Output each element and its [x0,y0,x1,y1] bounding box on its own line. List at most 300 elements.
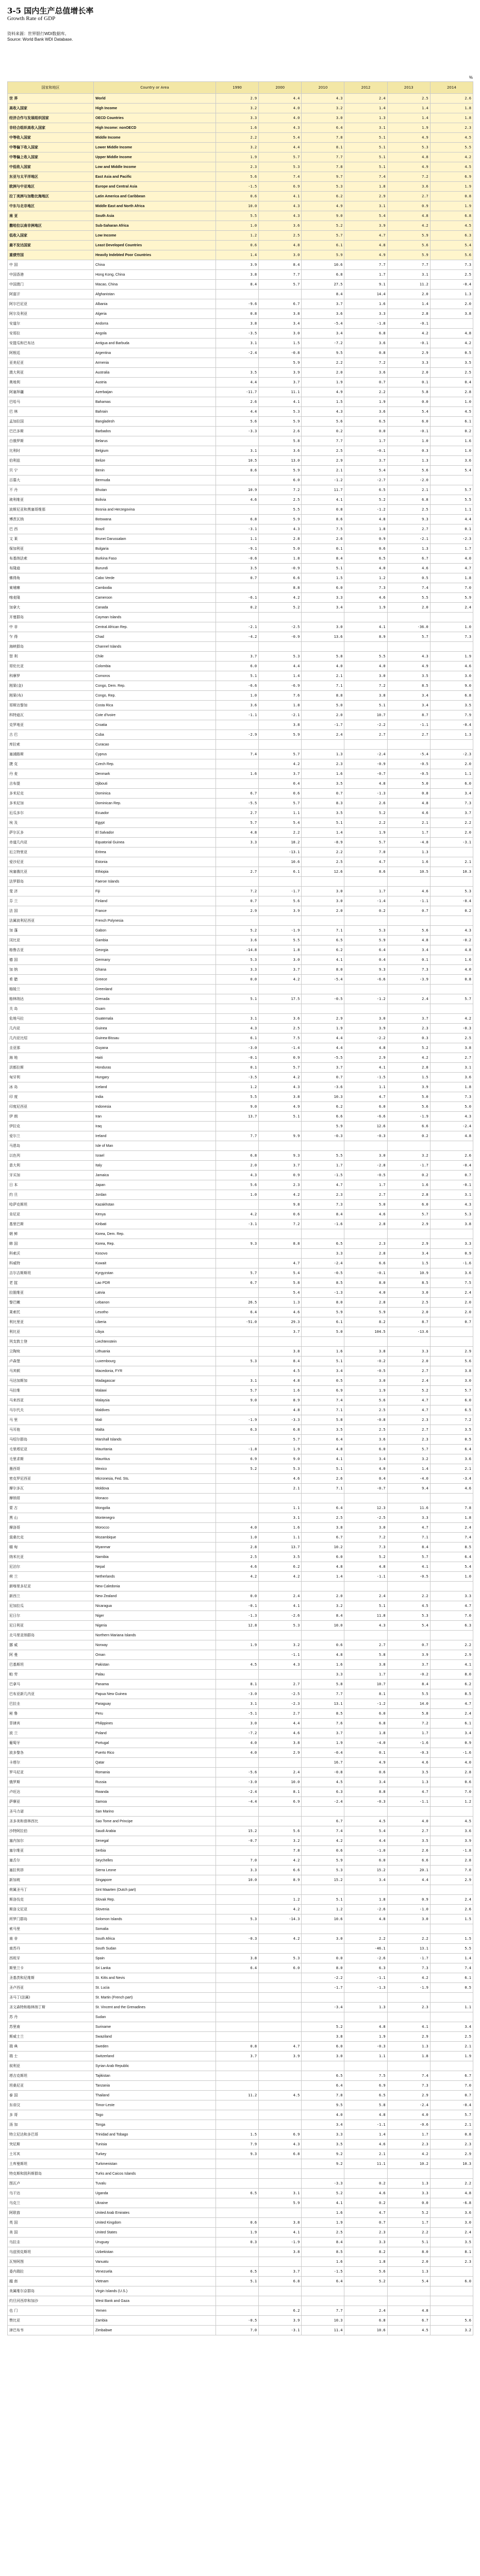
growth-value: 2.1 [387,818,430,828]
growth-value: -2.5 [344,1513,387,1523]
growth-value: -1.3 [344,789,387,799]
country-name-zh: 科索沃 [8,1249,94,1259]
growth-value: 6.0 [430,1396,473,1405]
growth-value: 3.0 [430,671,473,681]
country-name-zh: 印度尼西亚 [8,1102,94,1112]
growth-value: 0.2 [387,1171,430,1180]
growth-value [216,1817,259,1826]
country-name-en: Liechtenstein [94,1337,216,1347]
country-name-en: Burkina Faso [94,554,216,564]
table-row [8,877,473,887]
table-row [8,319,473,329]
growth-value: 2.1 [387,485,430,495]
country-name-en: Portugal [94,1738,216,1748]
growth-value: 5.7 [344,838,387,848]
growth-value: 4.3 [430,1112,473,1122]
growth-value: 3.4 [430,2022,473,2032]
growth-value: 12.3 [344,1503,387,1513]
country-name-en: Romania [94,1768,216,1777]
growth-value: 6.5 [344,554,387,564]
growth-value: 1.8 [430,1513,473,1523]
table-row [8,2091,473,2100]
growth-value: 0.9 [387,1895,430,1905]
growth-value: 8.0 [302,1963,344,1973]
growth-value: 4.5 [216,1660,259,1670]
growth-value: 2.0 [216,1161,259,1171]
growth-value [430,1993,473,2003]
table-row [8,104,473,113]
country-name-en: Uzbekistan [94,2247,216,2257]
country-name-zh: 圣马丁(法属) [8,1993,94,2003]
country-name-zh: 阿 曼 [8,1650,94,1660]
growth-value: 3.4 [344,1777,387,1787]
growth-value: -5.1 [216,1709,259,1719]
country-name-zh: 阿尔及利亚 [8,309,94,319]
growth-value: 9.0 [259,1454,302,1464]
growth-value: 6.7 [387,554,430,564]
growth-value [259,740,302,750]
country-name-zh: 低收入国家 [8,231,94,241]
growth-value: -13.6 [387,1327,430,1337]
table-row [8,1983,473,1993]
growth-value: 3.4 [302,603,344,613]
country-name-zh: 刚果(布) [8,691,94,701]
growth-value [216,436,259,446]
growth-value [302,1494,344,1503]
growth-value: 2.8 [387,1063,430,1073]
growth-value: 4.3 [259,1660,302,1670]
country-name-zh: 几内亚 [8,1024,94,1033]
growth-value: 4.0 [387,1817,430,1826]
growth-value: 6.2 [430,1680,473,1689]
country-name-en: Bahamas [94,397,216,407]
table-row [8,701,473,710]
growth-value: 4.8 [387,2306,430,2316]
table-row [8,466,473,476]
growth-value: 0.9 [259,1171,302,1180]
growth-value: -4.0 [344,1738,387,1748]
country-name-en: Heavily Indebted Poor Countries [94,250,216,260]
growth-value: 3.7 [259,769,302,779]
growth-value: 0.0 [302,1954,344,1963]
growth-value: 1.8 [259,554,302,564]
growth-value: 1.3 [387,2042,430,2052]
growth-value: -1.8 [430,1846,473,1856]
table-row [8,2159,473,2169]
growth-value: 3.0 [344,1376,387,1386]
growth-value: 4.2 [387,221,430,231]
growth-value: 1.8 [259,945,302,955]
table-row [8,485,473,495]
growth-value: 7.7 [302,436,344,446]
growth-value: 1.8 [344,1728,387,1738]
growth-value: -0.3 [302,1131,344,1141]
table-row [8,730,473,740]
growth-value: 3.8 [259,2218,302,2228]
growth-value: 0.3 [216,2238,259,2247]
growth-value: 2.4 [430,2228,473,2238]
growth-value [430,985,473,994]
country-name-zh: 苏里南 [8,2022,94,2032]
country-name-en: Micronesia, Fed. Sts. [94,1474,216,1484]
growth-value: 1.4 [344,104,387,113]
growth-value [387,1004,430,1014]
growth-value: 5.6 [387,241,430,250]
table-row [8,2120,473,2130]
growth-value: 8.8 [259,583,302,593]
table-row [8,368,473,378]
growth-value: 2.7 [387,524,430,534]
growth-value: 3.8 [259,1347,302,1357]
country-name-zh: 巴拿马 [8,1680,94,1689]
growth-value: 2.3 [216,162,259,172]
growth-value: 0.6 [216,2218,259,2228]
growth-value: 2.7 [344,1640,387,1650]
country-name-en: Curacao [94,740,216,750]
growth-value: 5.8 [344,1650,387,1660]
growth-value [216,1993,259,2003]
growth-value: 17.5 [259,994,302,1004]
country-name-zh: 非经合组织高收入国家 [8,123,94,133]
growth-value: 1.7 [302,1161,344,1171]
growth-value: 4.4 [216,378,259,387]
growth-value: 3.0 [387,1288,430,1298]
table-row [8,1043,473,1053]
table-row [8,2218,473,2228]
country-name-zh: 柬埔寨 [8,583,94,593]
growth-value: 6.8 [344,2316,387,2326]
growth-value: 8.4 [302,554,344,564]
growth-value: 7.7 [302,152,344,162]
growth-value: 3.7 [259,965,302,975]
growth-value: 7.8 [302,2091,344,2100]
growth-value [216,1983,259,1993]
country-name-en: Sudan [94,2012,216,2022]
growth-value: 6.6 [259,573,302,583]
growth-value: 6.8 [216,515,259,524]
table-row [8,1180,473,1190]
country-name-en: Kosovo [94,1249,216,1259]
growth-value: 1.2 [216,231,259,241]
growth-value: 8.1 [302,143,344,152]
growth-value: 3.4 [387,1249,430,1259]
growth-value: -1.2 [302,476,344,485]
growth-value: 6.8 [344,329,387,338]
country-name-zh: 喀麦隆 [8,593,94,603]
growth-value: 2.7 [430,1053,473,1063]
country-name-en: Kazakhstan [94,1200,216,1210]
table-row [8,1660,473,1670]
growth-value: 4.0 [430,965,473,975]
growth-value: 1.1 [216,534,259,544]
growth-value: 2.1 [430,2042,473,2052]
growth-value [259,1993,302,2003]
growth-value: 4.6 [216,1562,259,1572]
country-name-zh: 世 界 [8,94,94,104]
growth-value: 7.0 [430,1787,473,1797]
growth-value: 7.3 [387,965,430,975]
growth-value: 5.1 [302,564,344,573]
country-name-en: Tonga [94,2120,216,2130]
country-name-en: Guyana [94,1043,216,1053]
growth-value: 7.0 [430,1611,473,1621]
growth-value: 9.0 [216,1396,259,1405]
growth-value: 2.3 [344,1239,387,1249]
country-name-en: Swaziland [94,2032,216,2042]
country-name-zh: 利比里亚 [8,1317,94,1327]
country-name-zh: 斐 济 [8,887,94,896]
growth-value: 1.5 [259,338,302,348]
growth-value: 4.0 [344,662,387,671]
growth-value: 0.1 [216,1063,259,1073]
growth-value: 4.6 [387,1758,430,1768]
growth-value: 15.2 [302,1875,344,1885]
growth-value: 2.4 [344,2306,387,2316]
growth-value: 4.5 [344,1817,387,1826]
growth-value: -5.5 [302,1053,344,1063]
growth-value: 5.6 [216,172,259,182]
country-name-zh: 科摩罗 [8,671,94,681]
country-name-en: Kuwait [94,1259,216,1268]
growth-value: 10.0 [259,1777,302,1787]
growth-value: 3.4 [344,1454,387,1464]
country-name-zh: 亚美尼亚 [8,358,94,368]
growth-value: 7.1 [302,926,344,936]
growth-value: 4.6 [387,887,430,896]
growth-value: 4.1 [387,1562,430,1572]
growth-value: 2.8 [344,1219,387,1229]
growth-value: 3.2 [216,143,259,152]
country-name-zh: 中 国 [8,260,94,270]
growth-value [259,985,302,994]
table-row [8,1210,473,1219]
table-row [8,1268,473,1278]
country-name-zh: 爱尔兰 [8,1131,94,1141]
table-row [8,309,473,319]
country-name-zh: 加 蓬 [8,926,94,936]
growth-value: 7.5 [259,1033,302,1043]
growth-value: 0.8 [430,2130,473,2140]
growth-value: 0.3 [387,1033,430,1043]
table-row [8,1396,473,1405]
growth-value [216,1973,259,1983]
growth-value [302,2286,344,2296]
growth-value: 7.0 [216,2326,259,2335]
growth-value: 4.8 [387,936,430,945]
growth-value: 3.7 [344,456,387,466]
growth-value: 7.3 [430,260,473,270]
growth-value: 3.5 [430,2238,473,2247]
growth-value: 3.6 [387,182,430,192]
table-row [8,691,473,701]
growth-value: 3.7 [302,1728,344,1738]
growth-value: 4.7 [387,1523,430,1533]
country-name-en: Isle of Man [94,1141,216,1151]
growth-value: 8.0 [344,1278,387,1288]
country-name-en: Honduras [94,1063,216,1073]
growth-value: 4.8 [430,1131,473,1141]
growth-value: 3.3 [216,965,259,975]
country-name-zh: 朝 鲜 [8,1229,94,1239]
unit-label: % [469,75,473,80]
country-name-en: West Bank and Gaza [94,2296,216,2306]
growth-value: 1.3 [387,544,430,554]
growth-value: 7.1 [302,1484,344,1494]
country-name-zh: 阿富汗 [8,290,94,299]
growth-value: -1.1 [387,896,430,906]
table-row [8,544,473,554]
growth-value: 3.5 [302,1425,344,1435]
growth-value: 2.8 [344,1298,387,1308]
growth-value: 1.4 [387,299,430,309]
growth-value: 2.4 [387,994,430,1004]
growth-value: 12.6 [344,1122,387,1131]
growth-value: 4.6 [430,662,473,671]
growth-value: 4.2 [259,1073,302,1082]
growth-value: 3.5 [216,564,259,573]
growth-value: 4.5 [430,1817,473,1826]
country-name-zh: 重债穷国 [8,250,94,260]
growth-value: 5.0 [302,701,344,710]
growth-value: 3.3 [216,1866,259,1875]
growth-value: 7.6 [302,1719,344,1728]
growth-value: 1.9 [259,1445,302,1454]
country-name-zh: 中国澳门 [8,280,94,290]
growth-value: 4.5 [430,221,473,231]
growth-value [259,1631,302,1640]
growth-value: 4.8 [302,1445,344,1454]
growth-value: 2.2 [430,818,473,828]
table-row [8,603,473,613]
country-name-zh: 安道尔 [8,319,94,329]
growth-value [259,1885,302,1895]
growth-value: 4.0 [259,113,302,123]
growth-value: 6.2 [259,1562,302,1572]
table-row [8,681,473,691]
growth-value [302,1885,344,1895]
table-row [8,710,473,720]
growth-value [430,1631,473,1640]
growth-value: -0.1 [387,338,430,348]
country-name-zh: 芬 兰 [8,896,94,906]
growth-value: 6.2 [302,1102,344,1112]
growth-value: 0.8 [344,348,387,358]
growth-value: 3.5 [259,1552,302,1562]
growth-value: 4.4 [216,407,259,417]
country-name-zh: 博茨瓦纳 [8,515,94,524]
growth-value: -1.1 [387,720,430,730]
growth-value: 2.2 [387,2228,430,2238]
growth-value [259,2286,302,2296]
growth-value: -1.9 [216,1415,259,1425]
growth-value: 6.8 [387,495,430,505]
growth-value: 4.2 [259,1934,302,1944]
country-name-zh: 斯洛文尼亚 [8,1905,94,1914]
growth-value [302,1141,344,1151]
country-name-en: High Income: nonOECD [94,123,216,133]
growth-value: -1.1 [344,2120,387,2130]
growth-value [302,2012,344,2022]
growth-value: 5.5 [430,1944,473,1954]
growth-value: 4.3 [344,1621,387,1631]
growth-value: 7.7 [344,260,387,270]
growth-value: 9.5 [302,348,344,358]
growth-value [302,1004,344,1014]
growth-value: 5.0 [430,1102,473,1112]
country-name-en: Virgin Islands (U.S.) [94,2286,216,2296]
country-name-en: Germany [94,955,216,965]
table-row [8,1229,473,1239]
country-name-en: Nepal [94,1562,216,1572]
growth-value: 0.6 [344,1768,387,1777]
growth-value: 0.1 [430,524,473,534]
growth-value: 2.0 [387,368,430,378]
growth-value [216,642,259,652]
growth-value: -1.1 [216,710,259,720]
country-name-zh: 葡萄牙 [8,1738,94,1748]
growth-value: 5.6 [430,1357,473,1366]
growth-value: 5.9 [302,1856,344,1866]
table-row [8,2257,473,2267]
country-name-en: Vanuatu [94,2257,216,2267]
growth-value: 7.2 [259,1219,302,1229]
table-row [8,799,473,808]
growth-value: 7.0 [216,1856,259,1866]
growth-value: 0.8 [216,2042,259,2052]
table-row [8,1122,473,1131]
growth-value [430,2012,473,2022]
growth-value [302,2061,344,2071]
growth-value: 4.8 [259,1376,302,1386]
table-row [8,2238,473,2247]
country-name-zh: 毛里塔尼亚 [8,1445,94,1454]
growth-value: 1.4 [344,2130,387,2140]
table-row [8,2130,473,2140]
growth-value: 15.2 [344,1866,387,1875]
growth-value: 2.4 [430,603,473,613]
growth-value: 2.7 [387,1425,430,1435]
growth-value: 3.4 [430,789,473,799]
country-name-en: Costa Rica [94,701,216,710]
growth-value: 2.7 [387,1366,430,1376]
growth-value [216,1513,259,1523]
table-row [8,818,473,828]
growth-value: 5.6 [216,417,259,427]
country-name-zh: 中 非 [8,622,94,632]
growth-value: 0.5 [302,1376,344,1386]
growth-value: 3.8 [259,1738,302,1748]
growth-value: 4.8 [430,2189,473,2198]
table-row [8,750,473,759]
growth-value: 3.0 [302,113,344,123]
table-row [8,1494,473,1503]
growth-value: 4.4 [259,94,302,104]
country-name-en: Ghana [94,965,216,975]
growth-value: 5.4 [259,1288,302,1298]
growth-value: 7.4 [430,1533,473,1543]
growth-value: 7.1 [302,681,344,691]
table-row [8,290,473,299]
growth-value: 2.4 [430,1895,473,1905]
growth-value: -3.0 [216,1043,259,1053]
country-name-zh: 卢旺达 [8,1787,94,1797]
growth-value: 11.4 [302,2326,344,2335]
growth-value: 5.7 [216,818,259,828]
growth-value: -3.4 [302,2003,344,2012]
growth-value: 3.5 [302,779,344,789]
growth-value: 4.8 [302,1650,344,1660]
table-row [8,2081,473,2091]
